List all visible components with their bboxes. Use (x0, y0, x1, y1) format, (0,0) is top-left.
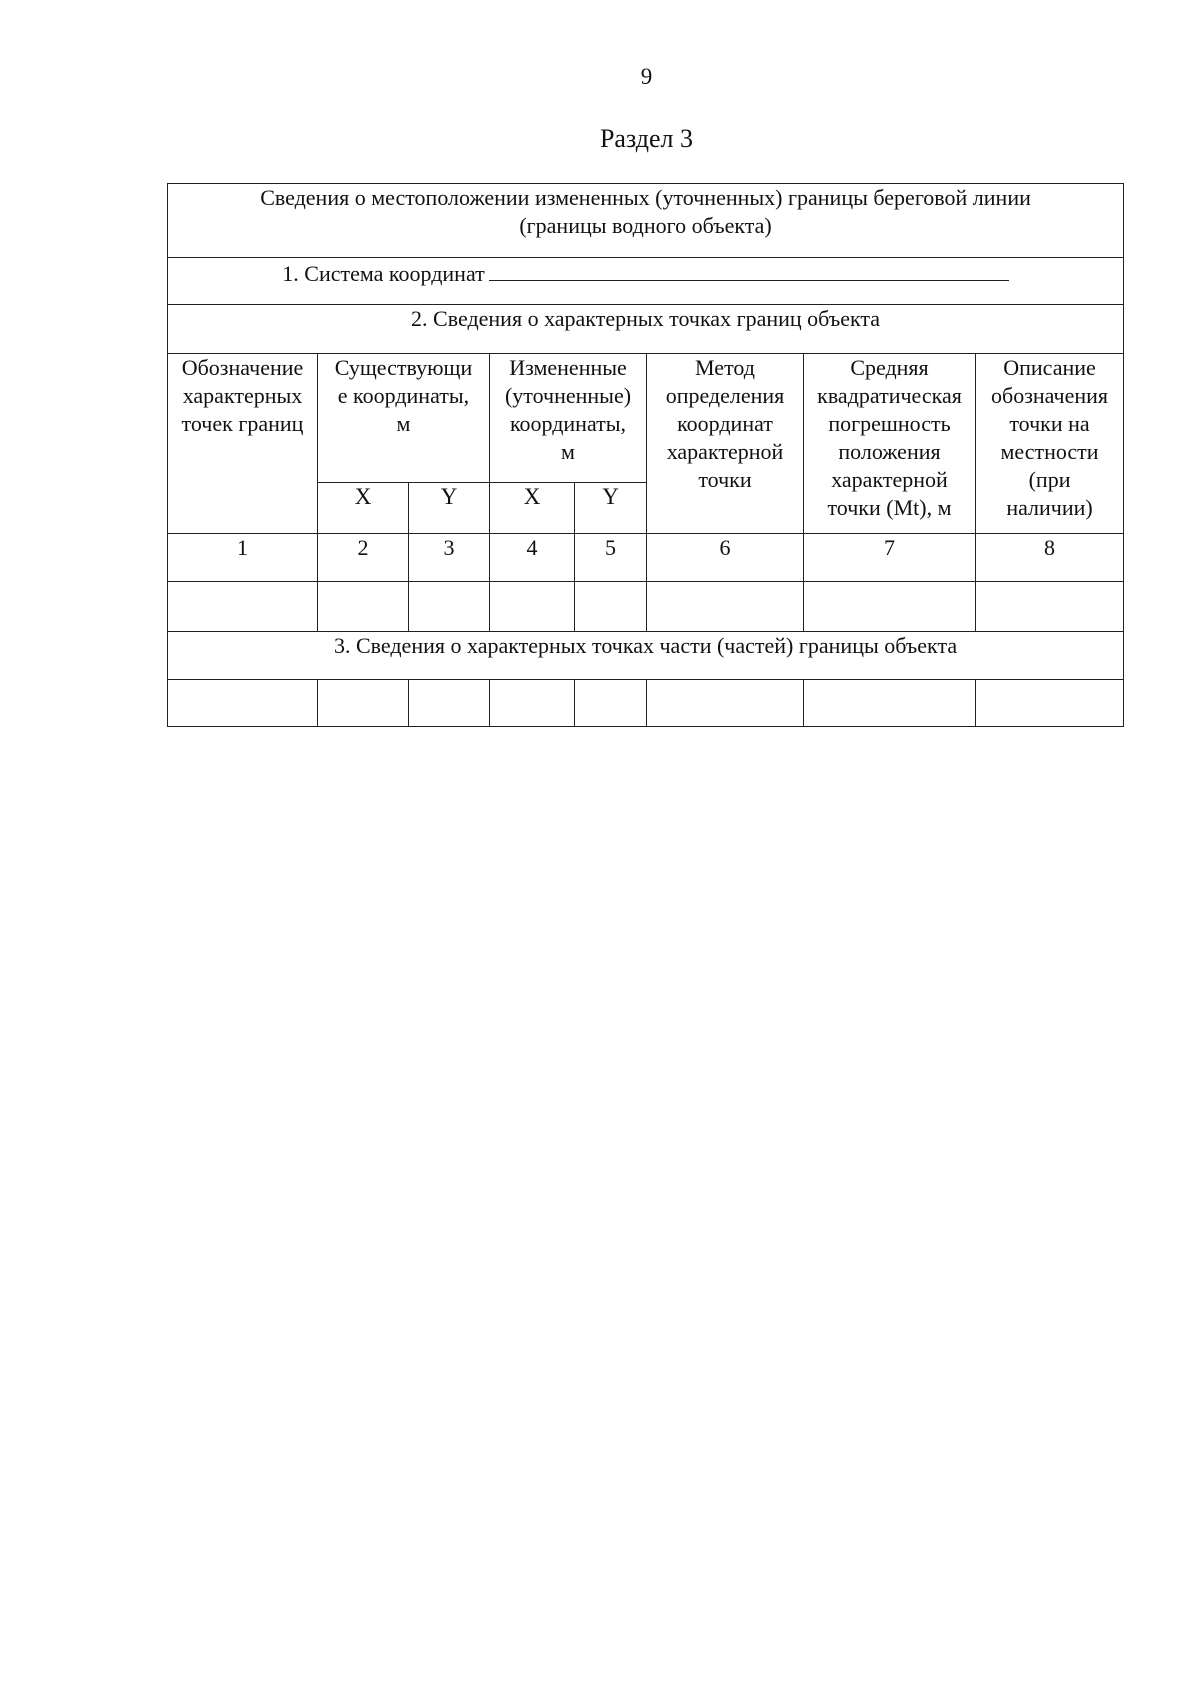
header-line: м (561, 439, 575, 464)
empty-cell (490, 680, 575, 727)
column-index: 5 (575, 534, 647, 582)
part-heading-row (168, 632, 1124, 680)
header-line: е координаты, (337, 383, 470, 408)
header-line: характерных (182, 383, 303, 408)
header-line: (уточненные) (504, 383, 632, 408)
header-row-top (168, 354, 1124, 483)
header-line: Измененные (509, 355, 627, 380)
header-mean-square-error (804, 354, 976, 534)
coordinate-system-label: 1. Система координат (282, 261, 485, 286)
empty-cell (409, 582, 490, 632)
empty-cell (168, 582, 318, 632)
column-index: 2 (318, 534, 409, 582)
header-line: квадратическая (817, 383, 962, 408)
table-title-line-1: Сведения о местоположении измененных (уточненных) границы береговой линии (260, 185, 1031, 210)
boundary-points-table (167, 183, 1124, 727)
empty-cell (490, 582, 575, 632)
column-index: 7 (804, 534, 976, 582)
section-title: Раздел 3 (599, 124, 694, 153)
header-changed-x: X (490, 483, 575, 534)
header-line: характерной (831, 467, 948, 492)
column-index: 4 (490, 534, 575, 582)
header-line: обозначения (991, 383, 1109, 408)
header-line: точки (Mt), м (827, 495, 952, 520)
empty-cell (318, 582, 409, 632)
column-index-row (168, 534, 1124, 582)
column-index: 8 (976, 534, 1124, 582)
header-line: Обозначение (181, 355, 304, 380)
part-heading-cell (168, 632, 1124, 680)
empty-cell (647, 680, 804, 727)
header-method (647, 354, 804, 534)
header-line: определения (665, 383, 785, 408)
empty-cell (647, 582, 804, 632)
part-heading-label: 3. Сведения о характерных точках части (частей) границы объекта (333, 633, 958, 658)
page-number: 9 (640, 64, 653, 89)
header-existing-y: Y (409, 483, 490, 534)
empty-cell (575, 582, 647, 632)
empty-cell (976, 680, 1124, 727)
header-line: Описание (1003, 355, 1096, 380)
points-heading-cell (168, 305, 1124, 354)
header-existing-coordinates (318, 354, 490, 483)
empty-cell (804, 582, 976, 632)
header-line: Существующи (334, 355, 473, 380)
column-index: 6 (647, 534, 804, 582)
header-changed-y: Y (575, 483, 647, 534)
empty-cell (575, 680, 647, 727)
table-title-line-2: (границы водного объекта) (519, 213, 772, 238)
header-point-description (976, 354, 1124, 534)
header-line: (при (1028, 467, 1071, 492)
table-row (168, 582, 1124, 632)
table-title-row (168, 184, 1124, 258)
header-line: положения (838, 439, 941, 464)
empty-cell (168, 680, 318, 727)
coordinate-system-blank-line (489, 258, 1009, 281)
header-line: точки (698, 467, 752, 492)
table-title-cell (168, 184, 1124, 258)
header-line: характерной (666, 439, 784, 464)
header-existing-x: X (318, 483, 409, 534)
header-changed-coordinates (490, 354, 647, 483)
points-heading-row (168, 305, 1124, 354)
empty-cell (318, 680, 409, 727)
header-line: м (396, 411, 411, 436)
empty-cell (409, 680, 490, 727)
header-line: Средняя (850, 355, 929, 380)
header-line: точки на (1009, 411, 1090, 436)
column-index: 3 (409, 534, 490, 582)
table-row (168, 680, 1124, 727)
header-point-designation (168, 354, 318, 534)
header-line: координат (677, 411, 773, 436)
coordinate-system-cell (168, 258, 1124, 305)
header-line: местности (1000, 439, 1099, 464)
coordinate-system-row (168, 258, 1124, 305)
header-line: погрешность (828, 411, 951, 436)
empty-cell (976, 582, 1124, 632)
points-heading-label: 2. Сведения о характерных точках границ объекта (411, 306, 881, 331)
header-line: координаты, (509, 411, 627, 436)
empty-cell (804, 680, 976, 727)
header-line: точек границ (181, 411, 304, 436)
column-index: 1 (168, 534, 318, 582)
header-line: наличии) (1006, 495, 1093, 520)
header-line: Метод (695, 355, 755, 380)
